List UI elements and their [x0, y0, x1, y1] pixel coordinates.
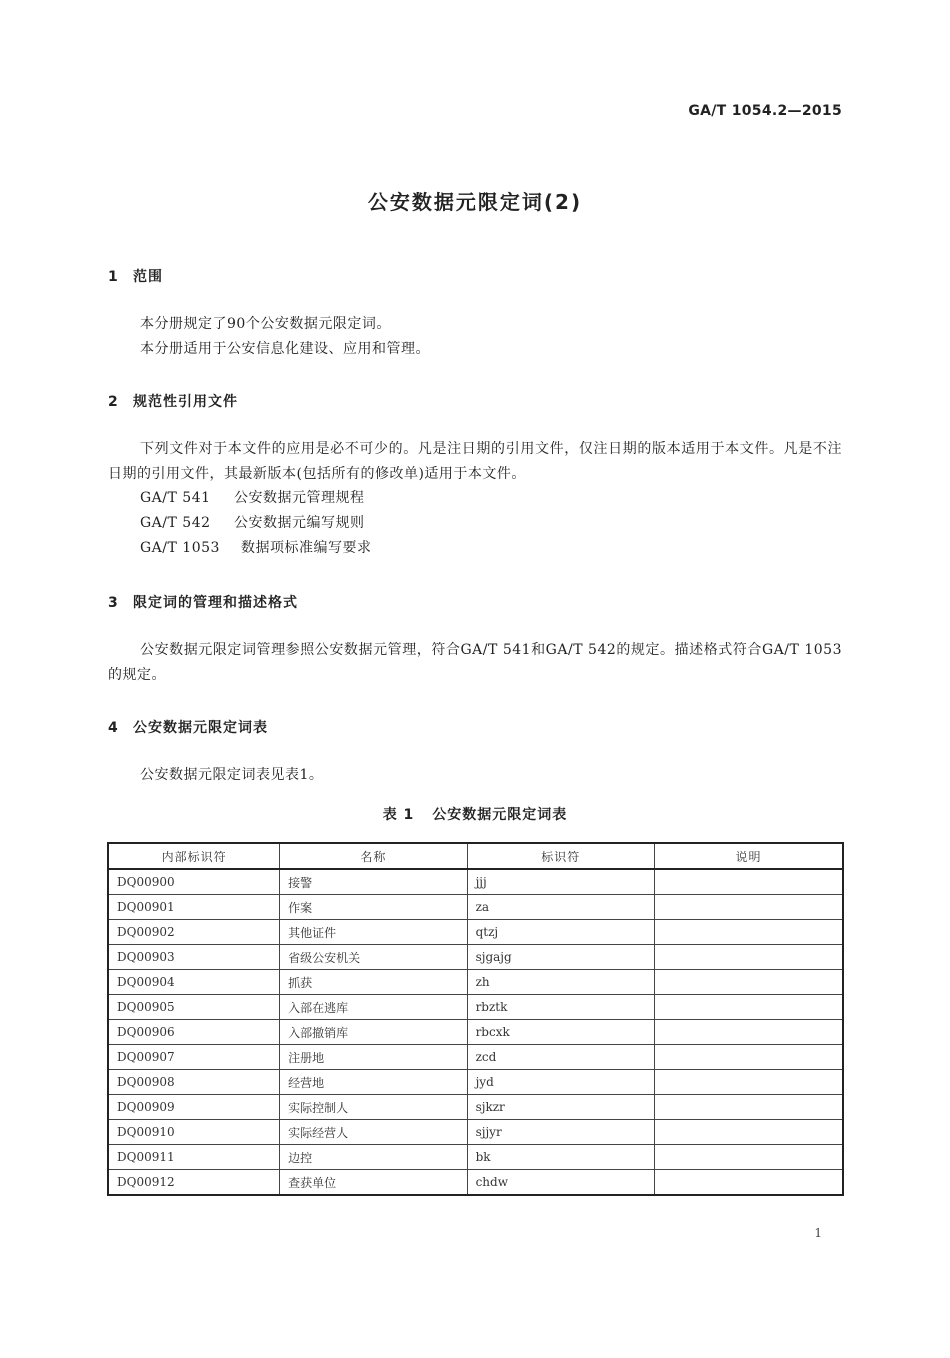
- table-row: [108, 1145, 843, 1170]
- table-caption: [0, 804, 950, 824]
- section-number: 2: [108, 394, 119, 410]
- paragraph: 公安数据元限定词管理参照公安数据元管理，符合GA/T 541和GA/T 542的规定。描述格式符合GA/T 1053的规定。: [108, 642, 842, 683]
- table-row: [108, 1020, 843, 1045]
- table-row: [108, 1095, 843, 1120]
- section-number: 3: [108, 595, 119, 611]
- internal-id-cell: DQ00912: [108, 1170, 280, 1196]
- note-cell: [655, 920, 843, 945]
- qualifier-table: [107, 842, 844, 1196]
- section-title: 公安数据元限定词表: [133, 720, 268, 736]
- paragraph: 本分册适用于公安信息化建设、应用和管理。: [140, 341, 430, 357]
- note-cell: [655, 970, 843, 995]
- internal-id-cell: DQ00902: [108, 920, 280, 945]
- name-cell: 实际控制人: [280, 1095, 467, 1120]
- note-cell: [655, 995, 843, 1020]
- paragraph: 下列文件对于本文件的应用是必不可少的。凡是注日期的引用文件，仅注日期的版本适用于本文件。凡是不注日期的引用文件，其最新版本(包括所有的修改单)适用于本文件。: [108, 441, 842, 482]
- document-title: 公安数据元限定词(2): [367, 190, 583, 214]
- identifier-cell: zcd: [467, 1045, 655, 1070]
- identifier-cell: bk: [467, 1145, 655, 1170]
- name-cell: 其他证件: [280, 920, 467, 945]
- table-row: [108, 869, 843, 895]
- section-2-heading: [108, 391, 238, 411]
- table-row: [108, 920, 843, 945]
- name-cell: 作案: [280, 895, 467, 920]
- section-title: 范围: [133, 269, 163, 285]
- column-header: 内部标识符: [108, 843, 280, 869]
- table-row: [108, 970, 843, 995]
- table-caption-label: 表 1: [382, 807, 415, 823]
- identifier-cell: sjkzr: [467, 1095, 655, 1120]
- reference-title: 公安数据元编写规则: [234, 515, 365, 531]
- note-cell: [655, 1020, 843, 1045]
- name-cell: 边控: [280, 1145, 467, 1170]
- reference-title: 数据项标准编写要求: [241, 540, 372, 556]
- identifier-cell: jyd: [467, 1070, 655, 1095]
- name-cell: 查获单位: [280, 1170, 467, 1196]
- note-cell: [655, 1045, 843, 1070]
- section-4-heading: [108, 717, 268, 737]
- identifier-cell: rbcxk: [467, 1020, 655, 1045]
- reference-item: [140, 537, 372, 557]
- table-caption-title: 公安数据元限定词表: [432, 807, 568, 823]
- identifier-cell: qtzj: [467, 920, 655, 945]
- reference-item: [140, 512, 365, 532]
- name-cell: 省级公安机关: [280, 945, 467, 970]
- table-row: [108, 995, 843, 1020]
- identifier-cell: sjjyr: [467, 1120, 655, 1145]
- section-1-heading: [108, 266, 163, 286]
- paragraph: 公安数据元限定词表见表1。: [140, 767, 324, 783]
- page-number: 1: [814, 1226, 822, 1240]
- section-number: 4: [108, 720, 119, 736]
- name-cell: 抓获: [280, 970, 467, 995]
- table-row: [108, 945, 843, 970]
- table-body: [108, 869, 843, 1195]
- identifier-cell: jjj: [467, 869, 655, 895]
- note-cell: [655, 869, 843, 895]
- column-header: 名称: [280, 843, 467, 869]
- note-cell: [655, 1070, 843, 1095]
- table-row: [108, 1070, 843, 1095]
- note-cell: [655, 1145, 843, 1170]
- identifier-cell: rbztk: [467, 995, 655, 1020]
- table-row: [108, 1045, 843, 1070]
- standard-code: GA/T 1054.2—2015: [688, 103, 842, 119]
- table-row: [108, 1170, 843, 1196]
- name-cell: 接警: [280, 869, 467, 895]
- note-cell: [655, 1095, 843, 1120]
- paragraph: 本分册规定了90个公安数据元限定词。: [140, 316, 391, 332]
- internal-id-cell: DQ00905: [108, 995, 280, 1020]
- reference-code: GA/T 1053: [140, 540, 220, 556]
- reference-item: [140, 487, 365, 507]
- note-cell: [655, 945, 843, 970]
- section-title: 限定词的管理和描述格式: [133, 595, 298, 611]
- name-cell: 入部在逃库: [280, 995, 467, 1020]
- name-cell: 入部撤销库: [280, 1020, 467, 1045]
- section-title: 规范性引用文件: [133, 394, 238, 410]
- table-row: [108, 1120, 843, 1145]
- note-cell: [655, 895, 843, 920]
- column-header: 标识符: [467, 843, 655, 869]
- identifier-cell: chdw: [467, 1170, 655, 1196]
- column-header: 说明: [655, 843, 843, 869]
- internal-id-cell: DQ00906: [108, 1020, 280, 1045]
- internal-id-cell: DQ00911: [108, 1145, 280, 1170]
- table-header-row: [108, 843, 843, 869]
- section-number: 1: [108, 269, 119, 285]
- section-3-heading: [108, 592, 298, 612]
- identifier-cell: za: [467, 895, 655, 920]
- reference-code: GA/T 541: [140, 490, 211, 506]
- internal-id-cell: DQ00904: [108, 970, 280, 995]
- name-cell: 经营地: [280, 1070, 467, 1095]
- identifier-cell: sjgajg: [467, 945, 655, 970]
- note-cell: [655, 1120, 843, 1145]
- reference-code: GA/T 542: [140, 515, 211, 531]
- internal-id-cell: DQ00900: [108, 869, 280, 895]
- internal-id-cell: DQ00908: [108, 1070, 280, 1095]
- reference-title: 公安数据元管理规程: [234, 490, 365, 506]
- name-cell: 实际经营人: [280, 1120, 467, 1145]
- internal-id-cell: DQ00901: [108, 895, 280, 920]
- table-row: [108, 895, 843, 920]
- internal-id-cell: DQ00903: [108, 945, 280, 970]
- internal-id-cell: DQ00909: [108, 1095, 280, 1120]
- name-cell: 注册地: [280, 1045, 467, 1070]
- internal-id-cell: DQ00907: [108, 1045, 280, 1070]
- internal-id-cell: DQ00910: [108, 1120, 280, 1145]
- identifier-cell: zh: [467, 970, 655, 995]
- note-cell: [655, 1170, 843, 1196]
